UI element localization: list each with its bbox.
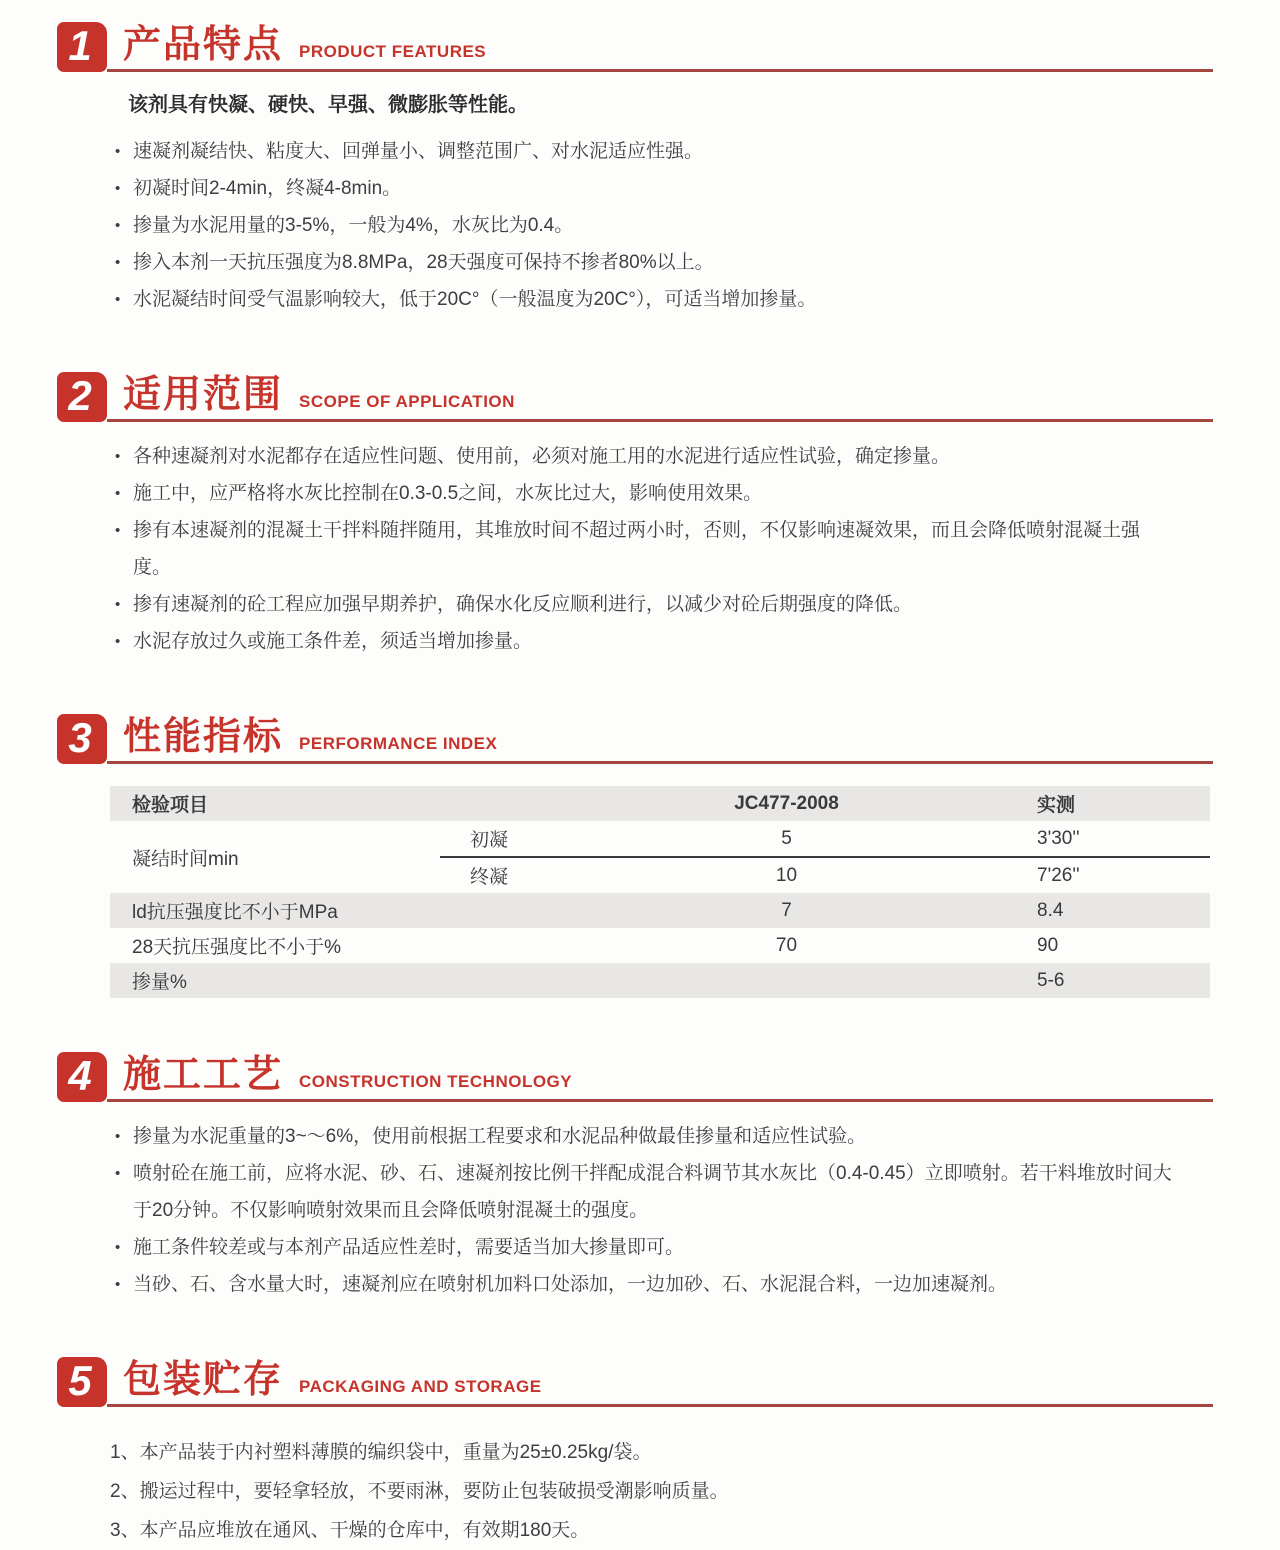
section-1-number-badge: 1 [57,22,107,72]
section-2-number-badge: 2 [57,372,107,422]
table-row [110,928,1210,963]
section-5-header [57,1357,1213,1407]
section-2-titles [107,376,1213,422]
table-cell-item: 凝结时间min [132,848,239,870]
section-5-titles [107,1361,1213,1407]
section-2-header [57,372,1213,422]
section-3-number-badge: 3 [57,714,107,764]
section-construction-technology [57,1052,1213,1303]
table-cell-measured: 7'26'' [1037,864,1080,886]
section-3-title: 性能指标 [123,716,284,758]
section-4-titles [107,1056,1213,1102]
table-row [110,893,1210,928]
bullet-item: • 初凝时间2-4min，终凝4-8min。 [115,170,1173,207]
section-4-number-badge: 4 [57,1052,107,1102]
numbered-item: 2、搬运过程中，要轻拿轻放，不要雨淋，要防止包装破损受潮影响质量。 [110,1481,729,1502]
section-performance-index [57,714,1213,998]
table-cell-item: 28天抗压强度比不小于% [132,937,342,958]
section-3-titles [107,718,1213,764]
section-2-subtitle: SCOPE OF APPLICATION [299,392,515,411]
section-5-subtitle: PACKAGING AND STORAGE [299,1377,542,1396]
section-1-header [57,22,1213,72]
section-2-title: 适用范围 [123,374,284,416]
section-4-subtitle: CONSTRUCTION TECHNOLOGY [299,1072,573,1091]
section-4-title: 施工工艺 [123,1054,284,1096]
bullet-item: • 掺有速凝剂的砼工程应加强早期养护，确保水化反应顺利进行，以减少对砼后期强度的降低。 [115,586,1173,623]
bullet-item: • 喷射砼在施工前，应将水泥、砂、石、速凝剂按比例干拌配成混合料调节其水灰比（0.4-0.45）立即喷射。若干料堆放时间大于20分钟。不仅影响喷射效果而且会降低喷射混凝土的强度。 [115,1155,1173,1229]
section-1-title: 产品特点 [123,24,284,66]
table-header-cell-measured: 实测 [1037,795,1076,816]
performance-table [110,786,1210,998]
section-3-header [57,714,1213,764]
table-header-row [110,786,1210,821]
table-header-cell-standard: JC477-2008 [734,792,839,814]
table-row [110,821,1210,857]
table-cell-standard: 10 [775,864,798,886]
section-5-title: 包装贮存 [123,1359,284,1401]
section-4-header [57,1052,1213,1102]
table-cell-measured: 8.4 [1037,899,1064,921]
table-cell-standard [616,963,957,998]
section-scope-of-application [57,372,1213,660]
section-4-bullet-list [115,1118,1173,1303]
section-product-features [57,22,1213,318]
bullet-item: • 掺量为水泥用量的3-5%，一般为4%，水灰比为0.4。 [115,207,1173,244]
table-cell-measured: 5-6 [1037,969,1065,991]
section-2-bullet-list [115,438,1173,660]
table-cell-sub: 终凝 [470,867,509,888]
table-header-cell-empty [440,786,616,821]
bullet-item: • 水泥存放过久或施工条件差，须适当增加掺量。 [115,623,1173,660]
table-cell-measured: 3'30'' [957,821,1210,857]
bullet-item: • 当砂、石、含水量大时，速凝剂应在喷射机加料口处添加，一边加砂、石、水泥混合料，一边加速凝剂。 [115,1266,1173,1303]
section-1-subtitle: PRODUCT FEATURES [299,42,487,61]
numbered-item: 3、本产品应堆放在通风、干燥的仓库中，有效期180天。 [110,1520,590,1541]
bullet-item: • 掺有本速凝剂的混凝土干拌料随拌随用，其堆放时间不超过两小时，否则，不仅影响速凝效果，而且会降低喷射混凝土强度。 [115,512,1173,586]
bullet-item: • 施工中，应严格将水灰比控制在0.3-0.5之间，水灰比过大，影响使用效果。 [115,475,1173,512]
section-1-intro-text: 该剂具有快凝、硬快、早强、微膨胀等性能。 [128,94,528,116]
table-cell-standard: 7 [781,899,792,921]
table-cell-standard: 70 [775,934,798,956]
bullet-item: • 掺入本剂一天抗压强度为8.8MPa，28天强度可保持不掺者80%以上。 [115,244,1173,281]
section-1-titles [107,26,1213,72]
section-packaging-and-storage [57,1357,1213,1550]
bullet-item: • 施工条件较差或与本剂产品适应性差时，需要适当加大掺量即可。 [115,1229,1173,1266]
table-cell-sub: 初凝 [440,821,616,857]
table-cell-standard: 5 [616,821,957,857]
table-cell-measured: 90 [1037,934,1059,956]
section-1-bullet-list [115,133,1173,318]
bullet-item: • 掺量为水泥重量的3~～6%，使用前根据工程要求和水泥品种做最佳掺量和适应性试验。 [115,1118,1173,1155]
section-5-numbered-list [110,1433,1173,1550]
numbered-item: 1、本产品装于内衬塑料薄膜的编织袋中，重量为25±0.25kg/袋。 [110,1442,652,1463]
bullet-item: • 水泥凝结时间受气温影响较大，低于20C°（一般温度为20C°），可适当增加掺量。 [115,281,1173,318]
table-row [110,963,1210,998]
section-3-subtitle: PERFORMANCE INDEX [299,734,498,753]
table-cell-item: ld抗压强度比不小于MPa [132,902,338,923]
bullet-item: • 速凝剂凝结快、粘度大、回弹量小、调整范围广、对水泥适应性强。 [115,133,1173,170]
table-header-cell-item: 检验项目 [132,795,209,816]
section-5-number-badge: 5 [57,1357,107,1407]
bullet-item: • 各种速凝剂对水泥都存在适应性问题、使用前，必须对施工用的水泥进行适应性试验，确定掺量。 [115,438,1173,475]
table-cell-item: 掺量% [132,972,187,993]
